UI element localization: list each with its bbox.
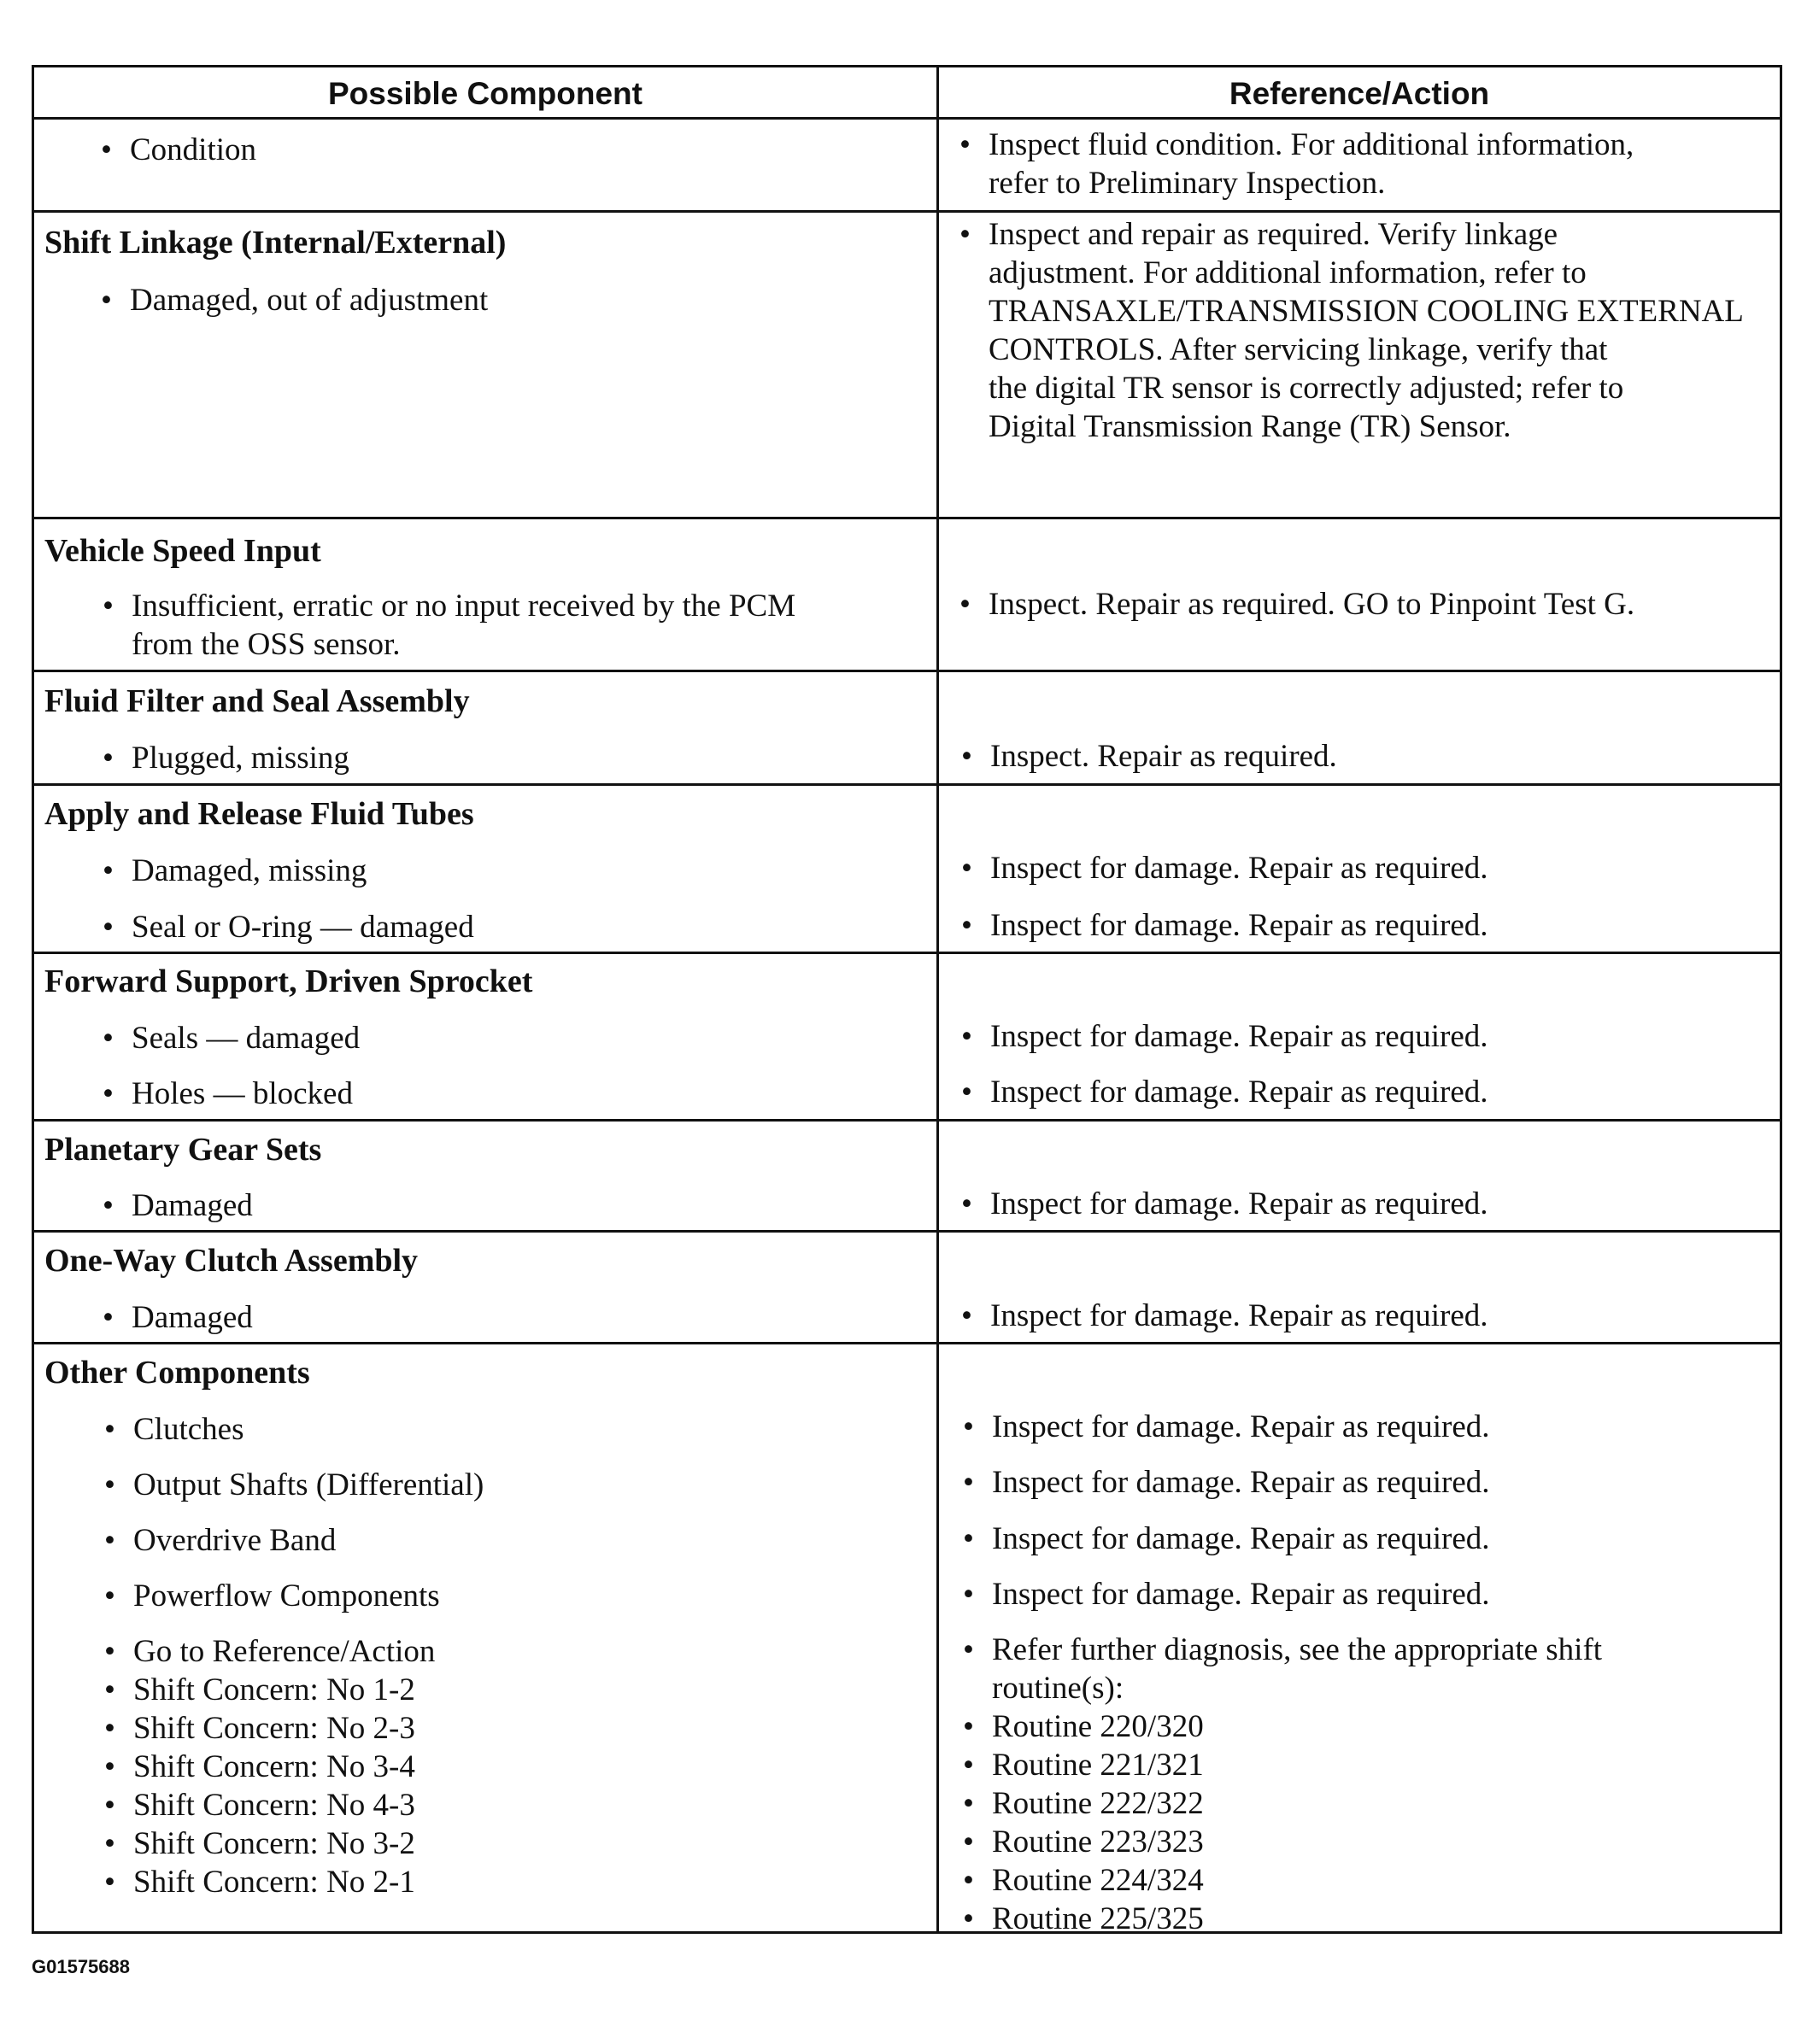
list-item: • Overdrive Band <box>104 1523 337 1558</box>
list-item: • Inspect fluid condition. For additional information, refer to Preliminary Inspection. <box>959 127 1634 201</box>
list-item: • Damaged <box>103 1188 253 1223</box>
list-item: • Go to Reference/Action <box>104 1634 436 1669</box>
list-item: • Shift Concern: No 1-2 <box>104 1672 415 1707</box>
list-item: • Damaged, missing <box>103 853 367 888</box>
section-title: Forward Support, Driven Sprocket <box>44 963 533 999</box>
row-divider <box>34 1342 1780 1344</box>
row-divider <box>34 117 1780 120</box>
list-item: • Output Shafts (Differential) <box>104 1467 484 1502</box>
section-title: Vehicle Speed Input <box>44 533 321 569</box>
section-title: Planetary Gear Sets <box>44 1132 322 1168</box>
row-divider <box>34 1230 1780 1233</box>
header-reference-action: Reference/Action <box>1229 75 1490 111</box>
list-item: • Seal or O-ring — damaged <box>103 910 474 945</box>
list-item: • Inspect for damage. Repair as required. <box>961 1019 1488 1054</box>
list-item: • Inspect for damage. Repair as required. <box>961 851 1488 886</box>
list-item: • Seals — damaged <box>103 1021 361 1056</box>
list-item: • Shift Concern: No 3-4 <box>104 1749 415 1784</box>
list-item: • Inspect and repair as required. Verify linkage adjustment. For additional information, refer to TRANSAXLE/TRANSMISSION COOLING EXTERNAL CONTROLS. After servicing linkage, verify that the digital TR sensor is correctly adjusted; refer to Digital Transmission Range (TR) Sensor. <box>959 217 1744 444</box>
row-divider <box>34 670 1780 672</box>
row-divider <box>34 1119 1780 1122</box>
list-item: • Shift Concern: No 3-2 <box>104 1826 415 1861</box>
list-item: • Condition <box>101 132 257 167</box>
list-item: • Damaged, out of adjustment <box>101 283 489 318</box>
list-item: • Routine 223/323 <box>963 1824 1204 1860</box>
list-item: • Routine 225/325 <box>963 1901 1204 1936</box>
list-item: • Inspect for damage. Repair as required. <box>961 1075 1488 1110</box>
list-item: • Routine 220/320 <box>963 1709 1204 1744</box>
list-item: • Routine 222/322 <box>963 1786 1204 1821</box>
list-item: • Shift Concern: No 2-3 <box>104 1711 415 1746</box>
list-item: • Shift Concern: No 2-1 <box>104 1865 415 1900</box>
section-title: Fluid Filter and Seal Assembly <box>44 683 470 719</box>
section-title: Other Components <box>44 1355 310 1391</box>
list-item: • Inspect for damage. Repair as required. <box>961 1186 1488 1221</box>
list-item: • Powerflow Components <box>104 1578 440 1614</box>
row-divider <box>34 517 1780 519</box>
list-item: • Inspect for damage. Repair as required. <box>961 1298 1488 1333</box>
section-title: Shift Linkage (Internal/External) <box>44 225 507 261</box>
list-item: • Inspect for damage. Repair as required. <box>961 908 1488 943</box>
list-item: • Inspect for damage. Repair as required. <box>963 1577 1490 1612</box>
list-item: • Insufficient, erratic or no input received by the PCM from the OSS sensor. <box>103 589 796 662</box>
list-item: • Plugged, missing <box>103 741 349 776</box>
section-title: One-Way Clutch Assembly <box>44 1243 419 1279</box>
list-item: • Holes — blocked <box>103 1076 353 1111</box>
row-divider <box>34 952 1780 954</box>
list-item: • Damaged <box>103 1300 253 1335</box>
list-item: • Inspect. Repair as required. <box>961 739 1337 774</box>
list-item: • Refer further diagnosis, see the appropriate shift routine(s): <box>963 1632 1603 1706</box>
column-divider <box>936 67 939 1931</box>
figure-code: G01575688 <box>32 1956 130 1977</box>
list-item: • Inspect for damage. Repair as required. <box>963 1409 1490 1444</box>
list-item: • Routine 224/324 <box>963 1863 1204 1898</box>
list-item: • Inspect for damage. Repair as required. <box>963 1465 1490 1500</box>
row-divider <box>34 210 1780 213</box>
diagnostic-table <box>32 65 1782 1934</box>
row-divider <box>34 783 1780 786</box>
section-title: Apply and Release Fluid Tubes <box>44 796 474 832</box>
header-possible-component: Possible Component <box>328 75 643 111</box>
list-item: • Shift Concern: No 4-3 <box>104 1788 415 1823</box>
list-item: • Routine 221/321 <box>963 1748 1204 1783</box>
list-item: • Inspect. Repair as required. GO to Pinpoint Test G. <box>959 587 1635 622</box>
list-item: • Inspect for damage. Repair as required. <box>963 1521 1490 1556</box>
list-item: • Clutches <box>104 1412 244 1447</box>
